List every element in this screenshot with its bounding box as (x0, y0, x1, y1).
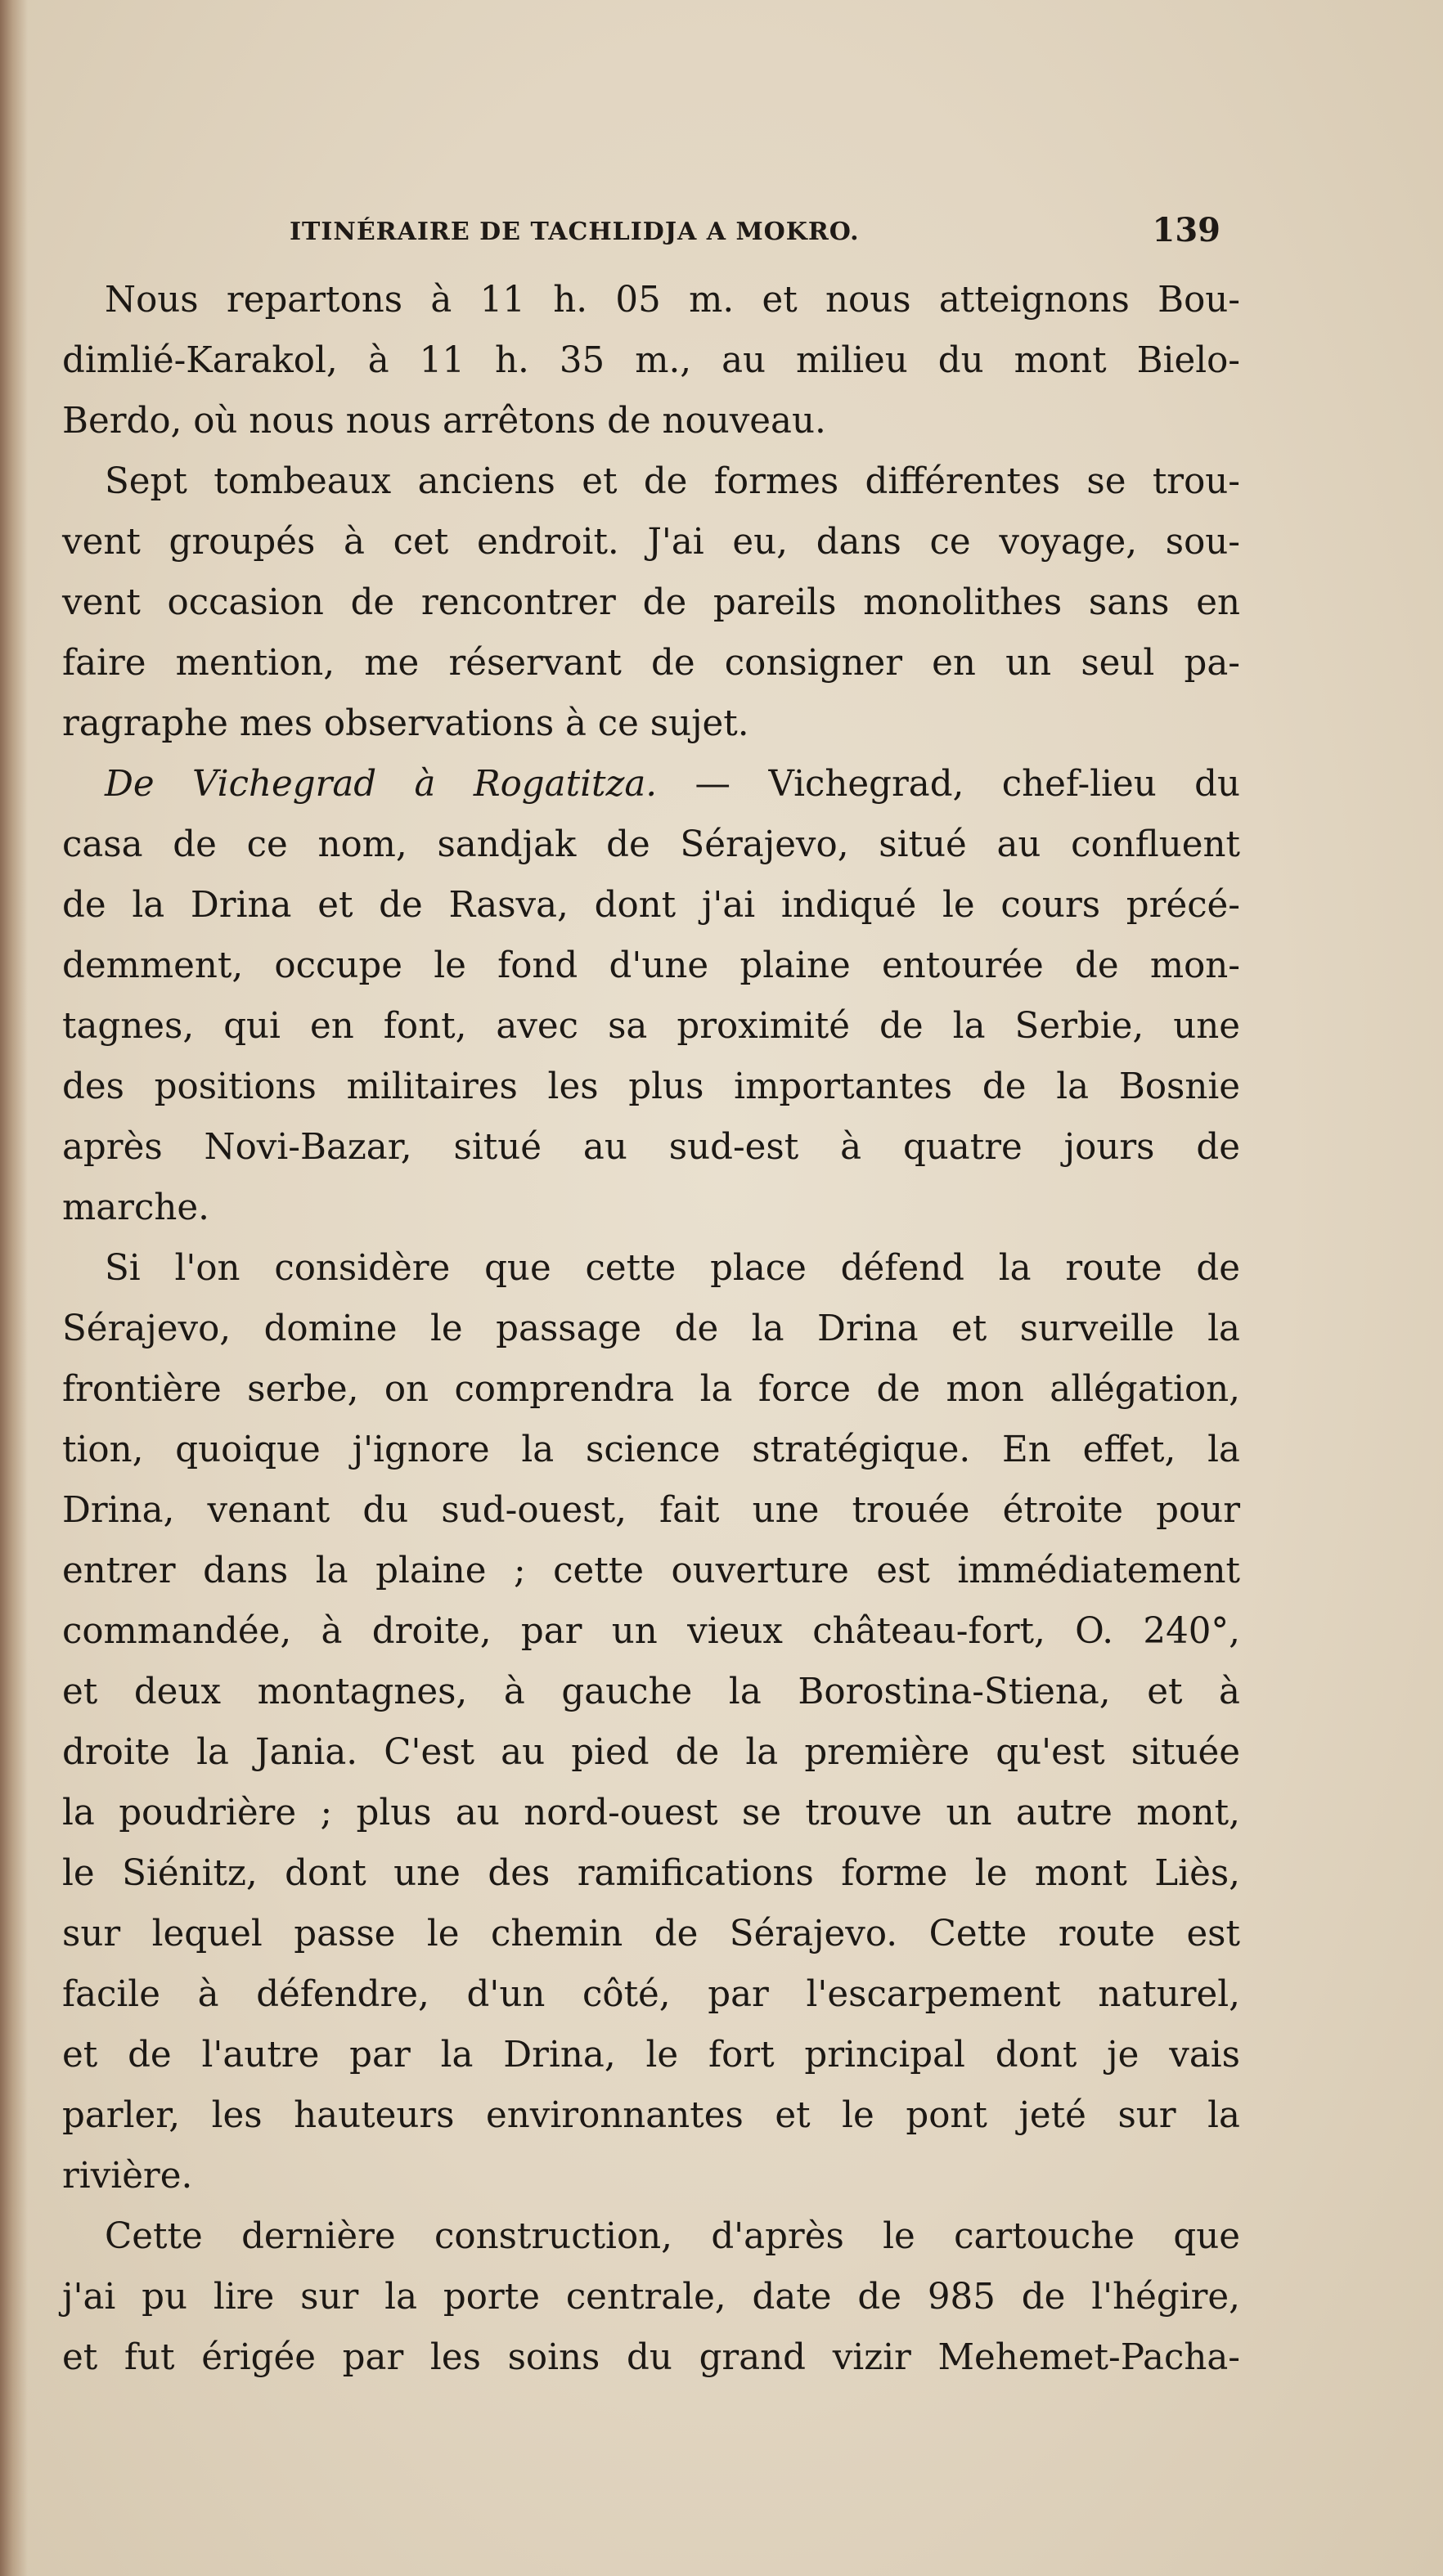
page-number: 139 (1152, 211, 1220, 249)
text-line: le Siénitz, dont une des ramifications forme le mont Liès, (62, 1853, 1240, 1894)
paragraph (62, 2206, 1240, 2388)
paragraph (62, 754, 1240, 1238)
text-line: commandée, à droite, par un vieux château-fort, O. 240°, (62, 1611, 1240, 1652)
text-line: Sérajevo, domine le passage de la Drina et surveille la (62, 1308, 1240, 1349)
text-line: la poudrière ; plus au nord-ouest se trouve un autre mont, (62, 1793, 1240, 1833)
text-line: Si l'on considère que cette place défend la route de (105, 1248, 1240, 1289)
text-line: facile à défendre, d'un côté, par l'escarpement naturel, (62, 1974, 1240, 2015)
text-line: parler, les hauteurs environnantes et le pont jeté sur la (62, 2095, 1240, 2136)
text-line: Drina, venant du sud-ouest, fait une trouée étroite pour (62, 1490, 1240, 1531)
text-line: Berdo, où nous nous arrêtons de nouveau. (62, 401, 826, 442)
text-line: tion, quoique j'ignore la science stratégique. En effet, la (62, 1429, 1240, 1470)
paragraph (62, 1238, 1240, 2206)
text-line: après Novi-Bazar, situé au sud-est à quatre jours de (62, 1127, 1240, 1168)
text-line: sur lequel passe le chemin de Sérajevo. Cette route est (62, 1914, 1240, 1954)
text-line: demment, occupe le fond d'une plaine entourée de mon- (62, 945, 1240, 986)
text-line: tagnes, qui en font, avec sa proximité de la Serbie, une (62, 1006, 1240, 1047)
text-line: rivière. (62, 2156, 193, 2197)
page-spine-shadow (0, 0, 28, 2576)
text-line: casa de ce nom, sandjak de Sérajevo, situé au confluent (62, 824, 1240, 865)
running-title: ITINÉRAIRE DE TACHLIDJA A MOKRO. (290, 218, 860, 246)
text-line: marche. (62, 1187, 209, 1228)
text-line: Sept tombeaux anciens et de formes différentes se trou- (105, 461, 1240, 502)
text-line: et fut érigée par les soins du grand vizir Mehemet-Pacha- (62, 2337, 1240, 2378)
text-line: vent occasion de rencontrer de pareils monolithes sans en (62, 582, 1240, 623)
text-line: droite la Jania. C'est au pied de la première qu'est située (62, 1732, 1240, 1773)
paragraph (62, 270, 1240, 451)
text-line: vent groupés à cet endroit. J'ai eu, dans ce voyage, sou- (62, 522, 1240, 563)
text-line: Cette dernière construction, d'après le cartouche que (105, 2216, 1240, 2257)
paragraph (62, 451, 1240, 754)
text-line: et deux montagnes, à gauche la Borostina-Stiena, et à (62, 1672, 1240, 1712)
text-line (62, 754, 1240, 815)
text-line: faire mention, me réservant de consigner en un seul pa- (62, 643, 1240, 684)
text-line: et de l'autre par la Drina, le fort principal dont je vais (62, 2035, 1240, 2076)
text-line: frontière serbe, on comprendra la force de mon allégation, (62, 1369, 1240, 1410)
subheading-continuation: — Vichegrad, chef-lieu du (657, 764, 1240, 805)
text-line: j'ai pu lire sur la porte centrale, date de 985 de l'hégire, (62, 2277, 1240, 2318)
page-header (100, 211, 1220, 260)
text-line: entrer dans la plaine ; cette ouverture est immédiatement (62, 1551, 1240, 1591)
text-line: de la Drina et de Rasva, dont j'ai indiqué le cours précé- (62, 885, 1240, 926)
text-line: Nous repartons à 11 h. 05 m. et nous atteignons Bou- (105, 280, 1240, 321)
body-text (62, 270, 1240, 2388)
text-line: des positions militaires les plus importantes de la Bosnie (62, 1066, 1240, 1107)
text-line: ragraphe mes observations à ce sujet. (62, 703, 749, 744)
section-subheading: De Vichegrad à Rogatitza. (105, 764, 658, 805)
text-line: dimlié-Karakol, à 11 h. 35 m., au milieu du mont Bielo- (62, 340, 1240, 381)
